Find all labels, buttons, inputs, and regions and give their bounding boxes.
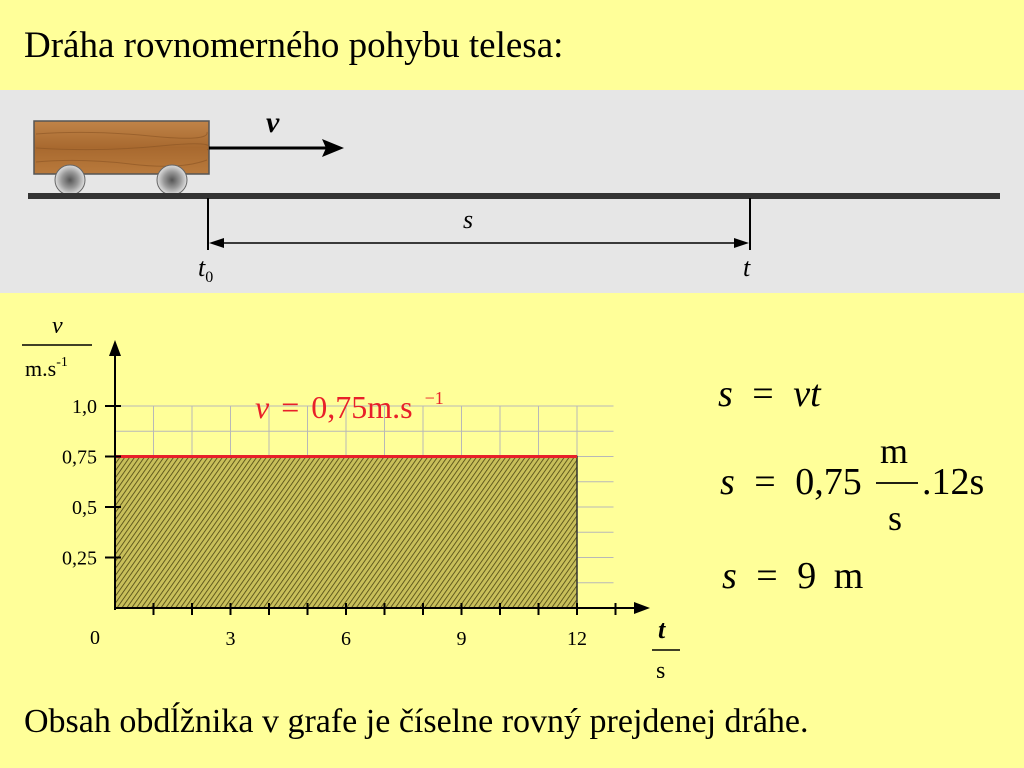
cart-wheel-right — [157, 165, 187, 195]
distance-arrow-right-head — [734, 238, 749, 248]
origin-label: 0 — [90, 627, 100, 649]
y-tick-label: 0,25 — [62, 547, 97, 570]
x-tick-label: 9 — [456, 628, 467, 650]
x-tick-label: 6 — [341, 628, 351, 650]
formula-fraction-numerator: m — [880, 431, 909, 471]
area-under-curve — [115, 457, 577, 609]
y-axis-label-numerator: v — [52, 313, 63, 339]
page-title: Dráha rovnomerného pohybu telesa: — [24, 25, 564, 66]
y-tick-label: 0,5 — [72, 497, 97, 519]
y-axis-arrowhead — [109, 340, 121, 356]
x-tick-label: 12 — [567, 628, 587, 650]
velocity-annotation: v = 0,75m.s $^{-1}$ — [255, 388, 444, 425]
x-tick-label: 3 — [225, 628, 236, 650]
t-start-label: $t_0$ — [198, 253, 214, 286]
formula-s-equals-vt: s = vt — [718, 373, 821, 415]
cart-wheel-left — [55, 165, 85, 195]
formula-block — [700, 360, 1020, 610]
cart-body — [34, 121, 209, 174]
t-end-label: t — [743, 253, 751, 282]
velocity-time-chart — [0, 300, 700, 690]
footer-caption: Obsah obdĺžnika v grafe je číselne rovný prejdenej dráhe. — [24, 703, 809, 740]
y-axis-label-denominator: $m.s^{-1}$ — [25, 355, 68, 381]
y-tick-label: 0,75 — [62, 446, 97, 469]
x-axis-label-numerator: t — [658, 615, 666, 644]
motion-scene — [0, 90, 1024, 293]
y-tick-label: 1,0 — [72, 396, 97, 418]
formula-substitution: s = 0,75 — [720, 461, 862, 503]
velocity-label: v — [266, 106, 280, 139]
x-axis-label-denominator: s — [656, 658, 666, 684]
formula-tail: .12s — [922, 461, 985, 503]
distance-label: s — [463, 205, 474, 234]
x-axis-arrowhead — [634, 602, 650, 614]
distance-arrow-left-head — [209, 238, 224, 248]
formula-result: s = 9 m — [722, 555, 864, 597]
formula-fraction-denominator: s — [888, 498, 903, 538]
